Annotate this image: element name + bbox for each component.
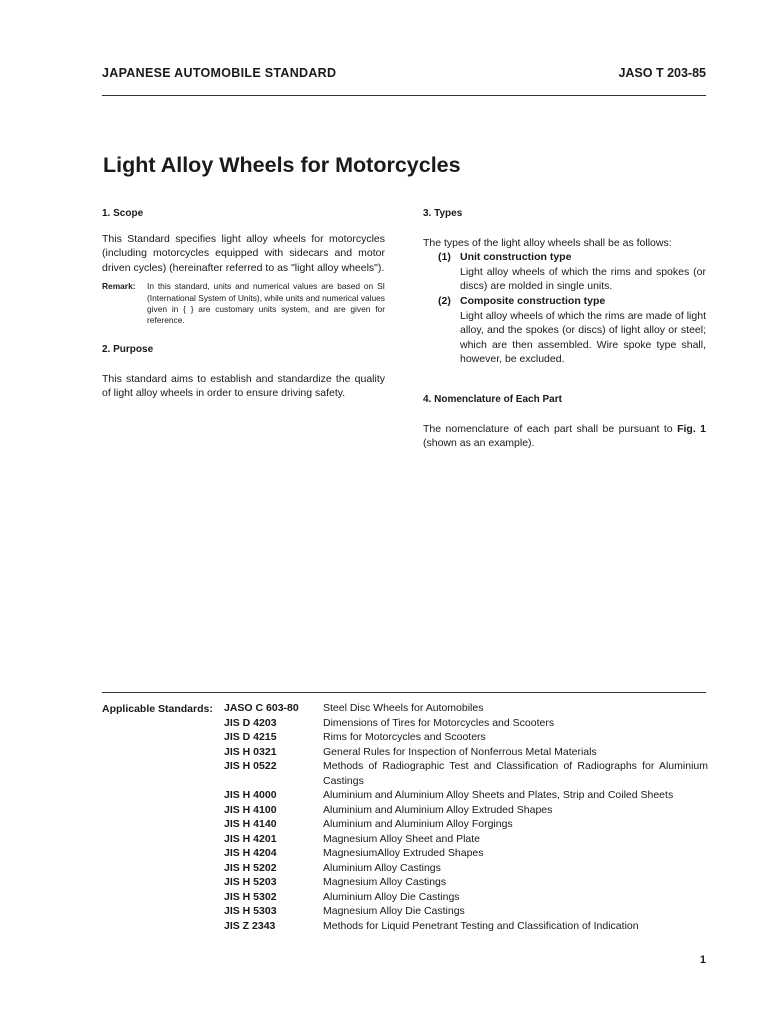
type-description: Light alloy wheels of which the rims are made of light alloy, and the spokes (or discs) of light alloy or steel; which are then assembled. Wire spoke type shall, however, be excluded. [460, 309, 706, 366]
applicable-standards-list [224, 701, 708, 933]
standard-code: JASO C 603-80 [224, 702, 299, 714]
remark-text: In this standard, units and numerical values are based on SI (International System of Units), while units and numerical values given in { } are customary units system, and are given for reference. [147, 281, 385, 325]
standard-description: Aluminium and Aluminium Alloy Forgings [323, 818, 513, 830]
standard-code: JIS Z 2343 [224, 919, 276, 932]
standard-code: JIS H 5203 [224, 876, 277, 888]
type-description: Light alloy wheels of which the rims and spokes (or discs) are molded in single units. [460, 265, 706, 293]
standard-code: JIS H 0321 [224, 745, 277, 758]
standard-row [224, 803, 708, 818]
standard-description: Magnesium Alloy Castings [323, 876, 447, 888]
type-name: Composite construction type [460, 294, 606, 307]
standard-code: JIS H 5302 [224, 890, 277, 903]
standard-description: MagnesiumAlloy Extruded Shapes [323, 847, 484, 859]
nomenclature-heading: 4. Nomenclature of Each Part [423, 393, 562, 405]
standard-code: JIS H 4204 [224, 847, 277, 859]
nomenclature-text-after: (shown as an example). [423, 437, 535, 450]
standard-description: Methods for Liquid Penetrant Testing and Classification of Indication [323, 919, 639, 932]
nomenclature-text [423, 422, 706, 451]
standard-row [224, 745, 708, 760]
standard-description: Rims for Motorcycles and Scooters [323, 731, 486, 743]
standard-row [224, 817, 708, 832]
standard-code: JIS H 0522 [224, 760, 277, 772]
standard-code: JIS H 5202 [224, 861, 277, 874]
standard-code: JIS H 4140 [224, 818, 277, 830]
standard-row [224, 730, 708, 745]
standard-description: Aluminium Alloy Castings [323, 861, 441, 874]
page-number: 1 [699, 954, 706, 966]
standard-row [224, 701, 708, 716]
standard-row [224, 919, 708, 934]
standard-code: JIS D 4215 [224, 731, 277, 743]
standard-description: Aluminium and Aluminium Alloy Extruded Shapes [323, 803, 553, 816]
remark-label: Remark: [102, 281, 136, 292]
header-standard-name: JAPANESE AUTOMOBILE STANDARD [102, 66, 337, 80]
header-standard-number: JASO T 203-85 [618, 66, 706, 80]
standard-row [224, 875, 708, 890]
right-column [423, 207, 706, 451]
standard-description: Methods of Radiographic Test and Classification of Radiographs for Aluminium Castings [323, 760, 708, 787]
standard-code: JIS D 4203 [224, 716, 277, 729]
scope-text: This Standard specifies light alloy wheels for motorcycles (including motorcycles equipped with sidecars and motor driven cycles) (hereinafter referred to as "light alloy wheels"). [102, 232, 385, 274]
type-number: (2) [438, 294, 451, 307]
header-divider [102, 95, 706, 96]
type-item [423, 294, 706, 367]
purpose-text: This standard aims to establish and standardize the quality of light alloy wheels in order to ensure driving safety. [102, 372, 385, 400]
standard-code: JIS H 4000 [224, 789, 277, 801]
standard-description: Dimensions of Tires for Motorcycles and Scooters [323, 716, 555, 729]
standard-code: JIS H 4100 [224, 803, 277, 816]
purpose-heading: 2. Purpose [102, 344, 154, 356]
standard-row [224, 846, 708, 861]
type-number: (1) [438, 251, 451, 264]
standard-description: Steel Disc Wheels for Automobiles [323, 702, 484, 714]
types-heading: 3. Types [423, 208, 463, 219]
type-name: Unit construction type [460, 251, 572, 264]
standard-row [224, 861, 708, 876]
standard-description: Magnesium Alloy Sheet and Plate [323, 832, 481, 845]
standard-row [224, 788, 708, 803]
standards-divider [102, 692, 706, 693]
nomenclature-text-before: The nomenclature of each part shall be pursuant to [423, 422, 678, 435]
types-intro: The types of the light alloy wheels shall be as follows: [423, 236, 672, 249]
scope-remark [102, 281, 385, 326]
standard-row [224, 832, 708, 847]
standard-description: Aluminium and Aluminium Alloy Sheets and Plates, Strip and Coiled Sheets [323, 789, 674, 801]
standard-description: Aluminium Alloy Die Castings [323, 890, 460, 903]
standard-row [224, 716, 708, 731]
standard-description: General Rules for Inspection of Nonferrous Metal Materials [323, 745, 597, 758]
standard-description: Magnesium Alloy Die Castings [323, 905, 465, 917]
standard-code: JIS H 5303 [224, 905, 277, 917]
document-title: Light Alloy Wheels for Motorcycles [103, 153, 461, 177]
standard-row [224, 904, 708, 919]
type-item [423, 250, 706, 294]
standard-row [224, 890, 708, 905]
applicable-standards-label: Applicable Standards: [102, 703, 213, 715]
left-column [102, 207, 385, 401]
scope-heading: 1. Scope [102, 208, 144, 219]
standard-code: JIS H 4201 [224, 832, 277, 845]
standard-row [224, 759, 708, 788]
figure-reference: Fig. 1 [677, 422, 707, 435]
